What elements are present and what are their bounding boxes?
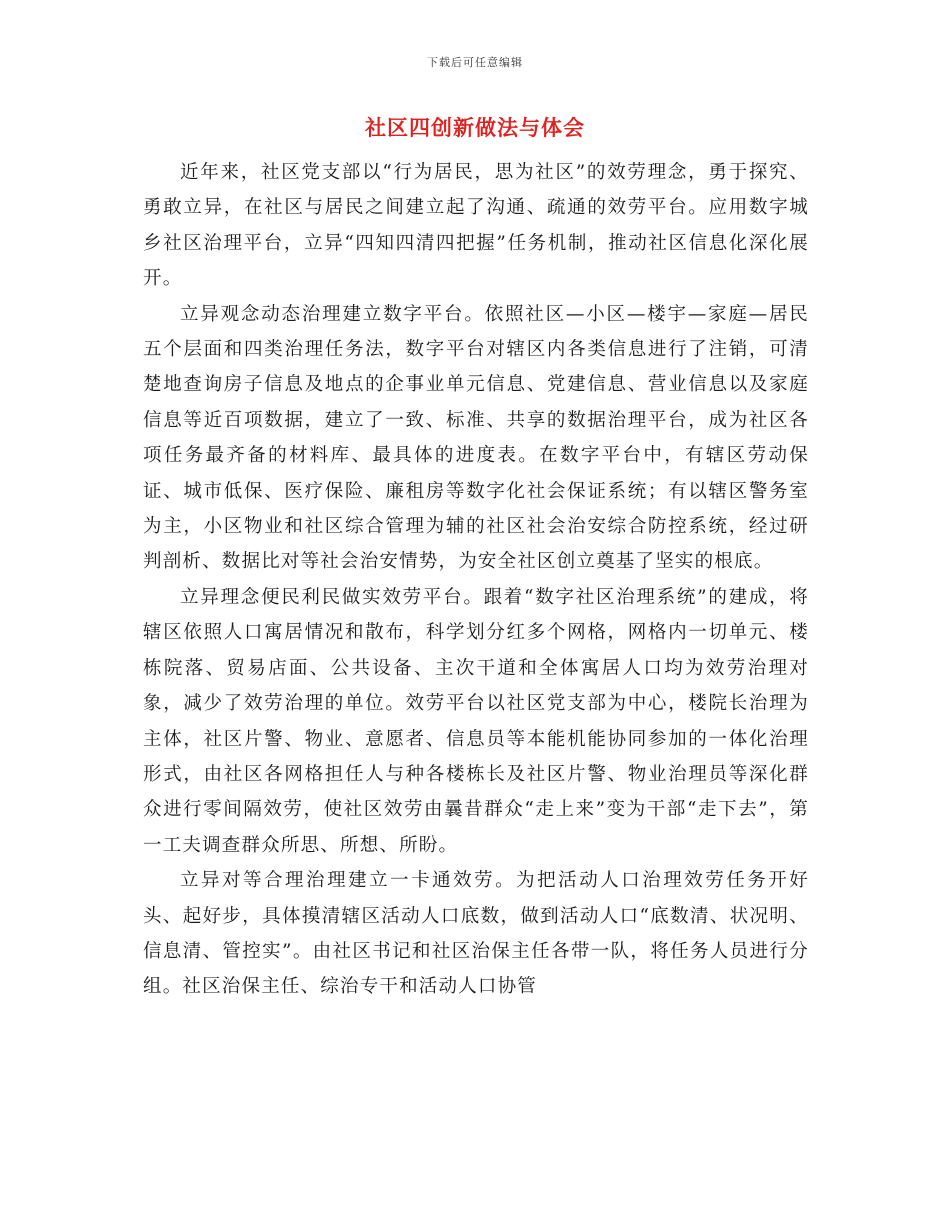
document-body [143, 155, 809, 1005]
paragraph: 立异理念便民利民做实效劳平台。跟着“数字社区治理系统”的建成，将辖区依照人口寓居情况和散布，科学划分红多个网格，网格内一切单元、楼栋院落、贸易店面、公共设备、主次干道和全体寓居人口均为效劳治理对象，减少了效劳治理的单位。效劳平台以社区党支部为中心，楼院长治理为主体，社区片警、物业、意愿者、信息员等本能机能协同参加的一体化治理形式，由社区各网格担任人与种各楼栋长及社区片警、物业治理员等深化群众进行零间隔效劳，使社区效劳由曩昔群众“走上来”变为干部“走下去”，第一工夫调查群众所思、所想、所盼。 [143, 586, 809, 856]
paragraph: 近年来，社区党支部以“行为居民，思为社区”的效劳理念，勇于探究、勇敢立异，在社区与居民之间建立起了沟通、疏通的效劳平台。应用数字城乡社区治理平台，立异“四知四清四把握”任务机制，推动社区信息化深化展开。 [143, 162, 809, 290]
header-note: 下载后可任意编辑 [427, 56, 523, 69]
document-title: 社区四创新做法与体会 [365, 115, 585, 140]
paragraph: 立异观念动态治理建立数字平台。依照社区—小区—楼宇—家庭—居民五个层面和四类治理任务法，数字平台对辖区内各类信息进行了注销，可清楚地查询房子信息及地点的企事业单元信息、党建信息、营业信息以及家庭信息等近百项数据，建立了一致、标准、共享的数据治理平台，成为社区各项任务最齐备的材料库、最具体的进度表。在数字平台中，有辖区劳动保证、城市低保、医疗保险、廉租房等数字化社会保证系统；有以辖区警务室为主，小区物业和社区综合管理为辅的社区社会治安综合防控系统，经过研判剖析、数据比对等社会治安情势，为安全社区创立奠基了坚实的根底。 [143, 303, 809, 573]
paragraph: 立异对等合理治理建立一卡通效劳。为把活动人口治理效劳任务开好头、起好步，具体摸清辖区活动人口底数，做到活动人口“底数清、状况明、信息清、管控实”。由社区书记和社区治保主任各带一队，将任务人员进行分组。社区治保主任、综治专干和活动人口协管 [143, 870, 809, 998]
